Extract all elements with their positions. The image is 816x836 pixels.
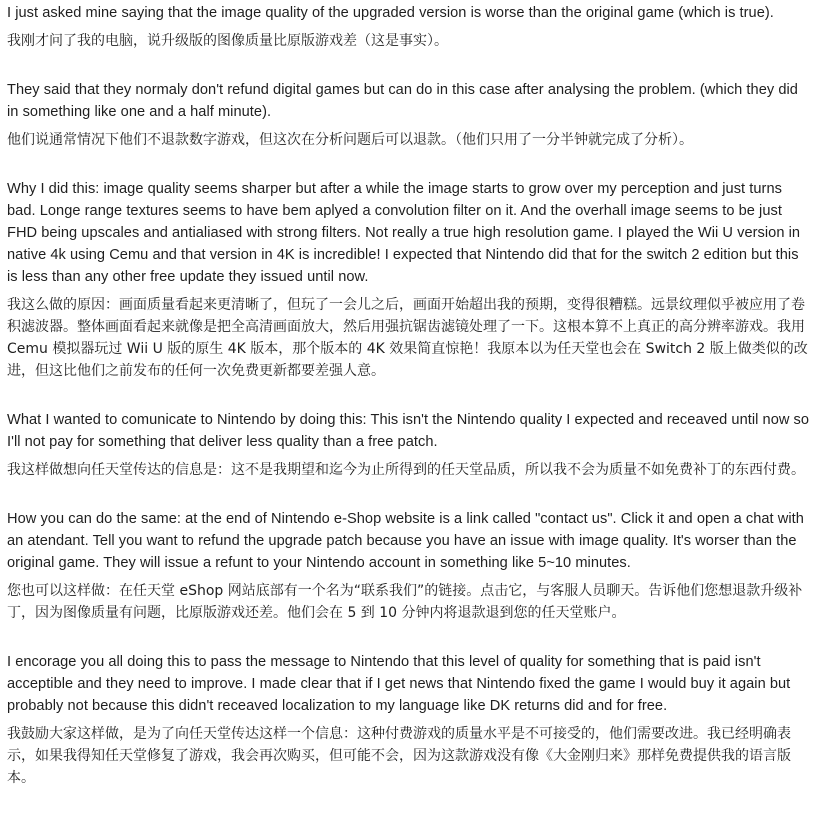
paragraph-block	[7, 409, 812, 481]
paragraph-block	[7, 651, 812, 789]
english-paragraph: I just asked mine saying that the image quality of the upgraded version is worse than the original game (which is true).	[7, 5, 774, 21]
english-paragraph: Why I did this: image quality seems sharper but after a while the image starts to grow over my perception and just turns bad. Longe range textures seems to have bem aplyed a convolution filter on it. And the overhall image seems to be just FHD being upscales and antialiased with strong filters. Not really a true high resolution game. I played the Wii U version in native 4k using Cemu and that version in 4K is incredible! I expected that Nintendo did that for the switch 2 edition but this is less than any other free update they issued until now.	[7, 181, 801, 285]
chinese-translation: 您也可以这样做：在任天堂 eShop 网站底部有一个名为“联系我们”的链接。点击它，与客服人员聊天。告诉他们您想退款升级补丁，因为图像质量有问题，比原版游戏还差。他们会在 5 到 10 分钟内将退款退到您的任天堂账户。	[7, 583, 803, 621]
chinese-translation: 我这样做想向任天堂传达的信息是：这不是我期望和迄今为止所得到的任天堂品质，所以我不会为质量不如免费补丁的东西付费。	[7, 462, 805, 478]
paragraph-block	[7, 178, 812, 382]
english-paragraph: I encorage you all doing this to pass the message to Nintendo that this level of quality for something that is paid isn't acceptible and they need to improve. I made clear that if I get news that Nintendo fixed the game I would buy it again but probably not because this didn't receaved localization to my language like DK returns did and for free.	[7, 654, 791, 714]
chinese-translation: 我鼓励大家这样做，是为了向任天堂传达这样一个信息：这种付费游戏的质量水平是不可接受的，他们需要改进。我已经明确表示，如果我得知任天堂修复了游戏，我会再次购买，但可能不会，因为这款游戏没有像《大金刚归来》那样免费提供我的语言版本。	[7, 726, 791, 786]
english-paragraph: What I wanted to comunicate to Nintendo by doing this: This isn't the Nintendo quality I expected and receaved until now so I'll not pay for something that deliver less quality than a free patch.	[7, 412, 810, 450]
chinese-translation: 他们说通常情况下他们不退款数字游戏，但这次在分析问题后可以退款。（他们只用了一分半钟就完成了分析）。	[7, 132, 693, 148]
english-paragraph: How you can do the same: at the end of Nintendo e-Shop website is a link called "contact us". Click it and open a chat with an atendant. Tell you want to refund the upgrade patch because you have an issue with image quality. It's worser than the original game. They will issue a refunt to your Nintendo account in something like 5~10 minutes.	[7, 511, 804, 571]
paragraph-block	[7, 2, 812, 52]
paragraph-block	[7, 79, 812, 151]
english-paragraph: They said that they normaly don't refund digital games but can do in this case after analysing the problem. (which they did in something like one and a half minute).	[7, 82, 798, 120]
paragraph-block	[7, 508, 812, 624]
chinese-translation: 我这么做的原因：画面质量看起来更清晰了，但玩了一会儿之后，画面开始超出我的预期，变得很糟糕。远景纹理似乎被应用了卷积滤波器。整体画面看起来就像是把全高清画面放大，然后用强抗锯齿滤镜处理了一下。这根本算不上真正的高分辨率游戏。我用 Cemu 模拟器玩过 Wii U 版的原生 4K 版本，那个版本的 4K 效果简直惊艳！我原本以为任天堂也会在 Switch 2 版上做类似的改进，但这比他们之前发布的任何一次免费更新都要差强人意。	[7, 297, 808, 379]
chinese-translation: 我刚才问了我的电脑，说升级版的图像质量比原版游戏差（这是事实）。	[7, 33, 448, 49]
